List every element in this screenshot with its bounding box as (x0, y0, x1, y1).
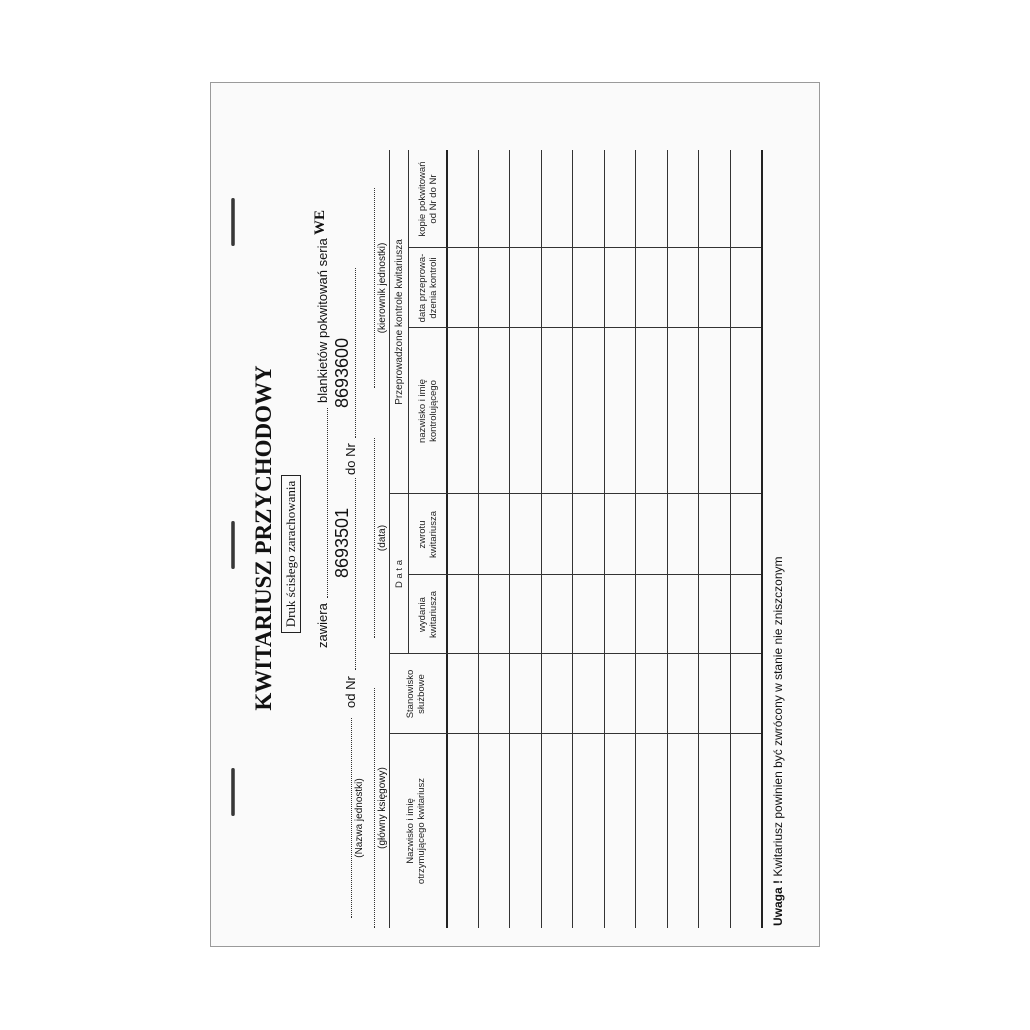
series-value: WE (312, 209, 328, 235)
table-bottom-border (761, 150, 763, 928)
receipt-book-page (210, 82, 820, 947)
header-copies: kopie pokwitowań od Nr do Nr (417, 161, 439, 237)
to-label: do Nr (343, 443, 358, 475)
table-row (541, 150, 542, 928)
date-dots (374, 438, 375, 638)
note-text: Kwitariusz powinien być zwrócony w stanie nie zniszczonym (771, 556, 785, 877)
table-row (730, 150, 731, 928)
from-label: od Nr (343, 676, 358, 708)
table-row (604, 150, 605, 928)
table-row (478, 150, 479, 928)
blanks-label: blankietów pokwitowań seria (315, 238, 330, 403)
footer-note (771, 557, 785, 927)
header-date-issue: wydania kwitariusza (417, 591, 439, 638)
col-divider (389, 653, 761, 654)
header-recipient: Nazwisko i imię otrzymującego kwitariusz (405, 777, 427, 885)
chief-accountant-label: (główny księgowy) (377, 767, 388, 849)
accountant-dots (374, 688, 375, 928)
col-divider (408, 247, 761, 248)
control-subheader-rule (408, 150, 409, 392)
header-date-return: zwrotu kwitariusza (417, 511, 439, 558)
table-row (698, 150, 699, 928)
header-date: D a t a (394, 560, 405, 588)
header-bottom-border (446, 150, 448, 928)
col-divider (389, 493, 761, 494)
from-dots (355, 478, 356, 670)
header-position: Stanowisko służbowe (405, 669, 427, 719)
contains-dots (327, 408, 328, 598)
form-title: KWITARIUSZ PRZYCHODOWY (251, 365, 276, 711)
form-subtitle: Druk ścisłego zarachowania (281, 475, 301, 633)
header-control: Przeprowadzone kontrole kwitariusza (394, 239, 405, 405)
table-row (572, 150, 573, 928)
col-divider (408, 574, 761, 575)
date-label: (data) (377, 524, 388, 552)
to-dots (355, 268, 356, 438)
date-subheader-rule (408, 392, 409, 654)
unit-label: (Nazwa jednostki) (354, 778, 365, 858)
header-control-date: data przeprowa- dzenia kontroli (417, 253, 439, 323)
unit-head-label: (kierownik jednostki) (377, 242, 388, 334)
unit-dots (351, 718, 352, 918)
header-controller: nazwisko i imię kontrolującego (417, 379, 439, 443)
table-top-border (389, 150, 390, 928)
from-number: 8693501 (332, 507, 352, 578)
table-row (667, 150, 668, 928)
unit-head-dots (374, 188, 375, 388)
contains-label: zawiera (315, 603, 330, 648)
col-divider (408, 327, 761, 328)
to-number: 8693600 (332, 337, 352, 408)
rotated-form (211, 83, 821, 948)
col-divider (389, 733, 761, 734)
table-row (635, 150, 636, 928)
table-row (509, 150, 510, 928)
note-label: Uwaga ! (771, 879, 785, 926)
